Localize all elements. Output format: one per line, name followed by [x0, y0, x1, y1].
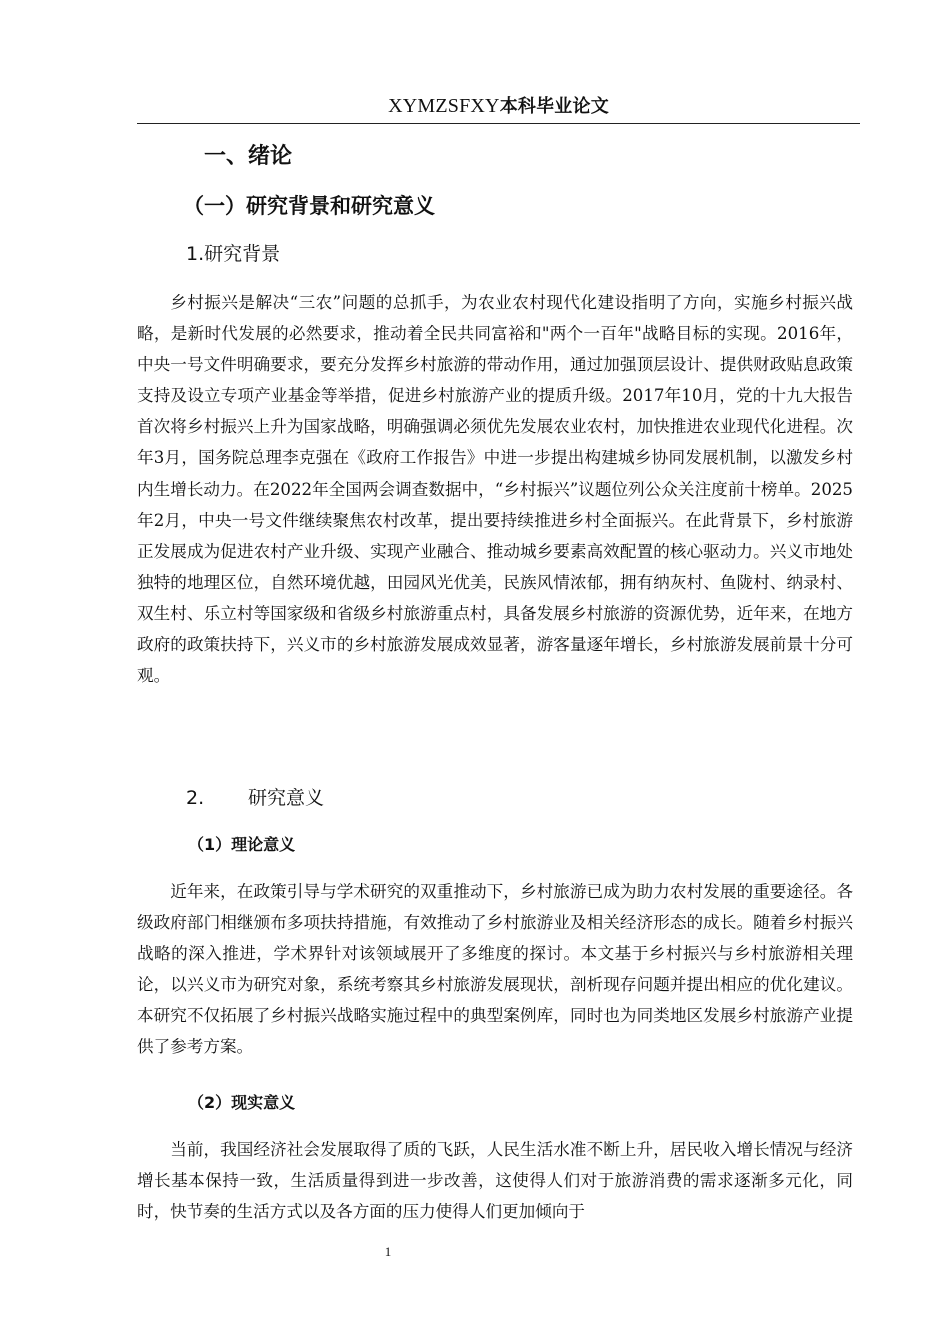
- page-header: [137, 92, 860, 121]
- chapter-heading: 一、绪论: [204, 144, 293, 169]
- subsection-heading-significance: [186, 783, 324, 813]
- section-heading: （一）研究背景和研究意义: [183, 194, 435, 218]
- page-number: 1: [384, 1244, 392, 1259]
- paragraph-practical: 当前，我国经济社会发展取得了质的飞跃，人民生活水准不断上升，居民收入增长情况与经济增长基本保持一致，生活质量得到进一步改善，这使得人们对于旅游消费的需求逐渐多元化，同时，快节奏的生活方式以及各方面的压力使得人们更加倾向于: [137, 1140, 853, 1222]
- practical-significance-heading: （2）现实意义: [188, 1093, 296, 1112]
- subsection-number: 2.: [186, 787, 205, 809]
- header-code: XYMZSFXY: [388, 95, 500, 117]
- header-title: 本科毕业论文: [499, 96, 609, 117]
- subsection-title: 研究意义: [248, 787, 325, 809]
- paragraph-background: 乡村振兴是解决“三农”问题的总抓手，为农业农村现代化建设指明了方向，实施乡村振兴战略，是新时代发展的必然要求，推动着全民共同富裕和"两个一百年"战略目标的实现。2016年，中央一号文件明确要求，要充分发挥乡村旅游的带动作用，通过加强顶层设计、提供财政贴息政策支持及设立专项产业基金等举措，促进乡村旅游产业的提质升级。2017年10月，党的十九大报告首次将乡村振兴上升为国家战略，明确强调必须优先发展农业农村，加快推进农业现代化进程。次年3月，国务院总理李克强在《政府工作报告》中进一步提出构建城乡协同发展机制，以激发乡村内生增长动力。在2022年全国两会调查数据中，“乡村振兴”议题位列公众关注度前十榜单。2025年2月，中央一号文件继续聚焦农村改革，提出要持续推进乡村全面振兴。在此背景下，乡村旅游正发展成为促进农村产业升级、实现产业融合、推动城乡要素高效配置的核心驱动力。兴义市地处独特的地理区位，自然环境优越，田园风光优美，民族风情浓郁，拥有纳灰村、鱼陇村、纳录村、双生村、乐立村等国家级和省级乡村旅游重点村，具备发展乡村旅游的资源优势，近年来，在地方政府的政策扶持下，兴义市的乡村旅游发展成效显著，游客量逐年增长，乡村旅游发展前景十分可观。: [137, 293, 853, 686]
- subsection-heading-background: 1.研究背景: [186, 243, 281, 265]
- paragraph-theoretical: 近年来，在政策引导与学术研究的双重推动下，乡村旅游已成为助力农村发展的重要途径。各级政府部门相继颁布多项扶持措施，有效推动了乡村旅游业及相关经济形态的成长。随着乡村振兴战略的深入推进，学术界针对该领域展开了多维度的探讨。本文基于乡村振兴与乡村旅游相关理论，以兴义市为研究对象，系统考察其乡村旅游发展现状，剖析现存问题并提出相应的优化建议。本研究不仅拓展了乡村振兴战略实施过程中的典型案例库，同时也为同类地区发展乡村旅游产业提供了参考方案。: [137, 882, 853, 1057]
- theoretical-significance-heading: （1）理论意义: [188, 835, 296, 854]
- header-rule: [137, 123, 860, 124]
